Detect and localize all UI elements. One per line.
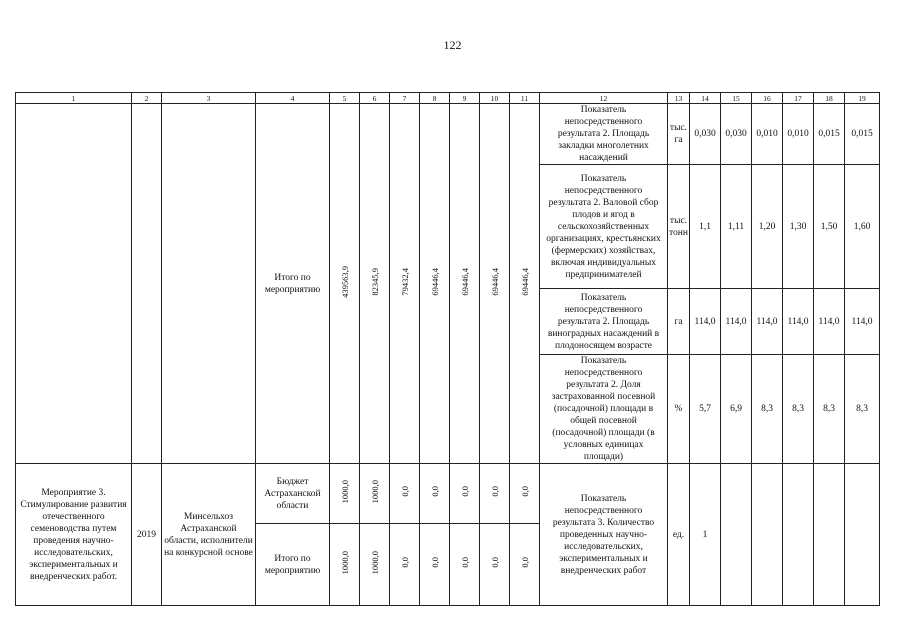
header-cell: 4 xyxy=(256,93,330,104)
header-cell: 10 xyxy=(480,93,510,104)
header-cell: 11 xyxy=(510,93,540,104)
value-cell: 1,1 xyxy=(690,165,721,289)
amount-cell: 0,0 xyxy=(390,524,420,606)
unit-cell: ед. xyxy=(668,464,690,606)
amount-cell: 1000,0 xyxy=(360,524,390,606)
table-row xyxy=(16,464,880,524)
header-cell: 1 xyxy=(16,93,132,104)
unit-cell: га xyxy=(668,289,690,355)
value-cell: 5,7 xyxy=(690,355,721,464)
source-cell: Итого по мероприятию xyxy=(256,104,330,464)
table-row xyxy=(16,104,880,165)
value-cell xyxy=(752,464,783,606)
amount-cell: 1000,0 xyxy=(360,464,390,524)
header-cell: 2 xyxy=(132,93,162,104)
event-cell xyxy=(16,104,132,464)
value-cell: 0,010 xyxy=(783,104,814,165)
header-cell: 16 xyxy=(752,93,783,104)
amount-cell: 0,0 xyxy=(480,464,510,524)
header-cell: 13 xyxy=(668,93,690,104)
header-row xyxy=(16,93,880,104)
executor-cell xyxy=(162,104,256,464)
amount-cell: 0,0 xyxy=(390,464,420,524)
header-cell: 14 xyxy=(690,93,721,104)
header-cell: 17 xyxy=(783,93,814,104)
program-table xyxy=(15,92,880,606)
source-cell: Бюджет Астраханской области xyxy=(256,464,330,524)
value-cell: 0,015 xyxy=(814,104,845,165)
header-cell: 19 xyxy=(845,93,880,104)
value-cell: 1 xyxy=(690,464,721,606)
amount-cell: 79432,4 xyxy=(390,104,420,464)
value-cell: 6,9 xyxy=(721,355,752,464)
amount-cell: 0,0 xyxy=(480,524,510,606)
amount-cell: 0,0 xyxy=(510,464,540,524)
value-cell: 114,0 xyxy=(814,289,845,355)
amount-cell: 69446,4 xyxy=(420,104,450,464)
value-cell: 1,30 xyxy=(783,165,814,289)
header-cell: 8 xyxy=(420,93,450,104)
value-cell: 0,030 xyxy=(721,104,752,165)
amount-cell: 82345,9 xyxy=(360,104,390,464)
header-cell: 18 xyxy=(814,93,845,104)
indicator-cell: Показатель непосредственного результата 2. Площадь закладки многолетних насаждений xyxy=(540,104,668,165)
value-cell: 1,11 xyxy=(721,165,752,289)
header-cell: 12 xyxy=(540,93,668,104)
amount-cell: 0,0 xyxy=(420,464,450,524)
value-cell: 114,0 xyxy=(721,289,752,355)
value-cell xyxy=(721,464,752,606)
amount-cell: 69446,4 xyxy=(510,104,540,464)
indicator-cell: Показатель непосредственного результата 2. Площадь виноградных насаждений в плодоносящем возрасте xyxy=(540,289,668,355)
value-cell: 8,3 xyxy=(845,355,880,464)
value-cell: 1,50 xyxy=(814,165,845,289)
amount-cell: 69446,4 xyxy=(450,104,480,464)
value-cell xyxy=(814,464,845,606)
header-cell: 3 xyxy=(162,93,256,104)
value-cell: 0,030 xyxy=(690,104,721,165)
amount-cell: 0,0 xyxy=(420,524,450,606)
page-number: 122 xyxy=(443,38,462,52)
value-cell: 114,0 xyxy=(783,289,814,355)
value-cell: 0,010 xyxy=(752,104,783,165)
amount-cell: 0,0 xyxy=(450,524,480,606)
amount-cell: 1000,0 xyxy=(330,524,360,606)
value-cell: 114,0 xyxy=(690,289,721,355)
value-cell: 0,015 xyxy=(845,104,880,165)
amount-cell: 69446,4 xyxy=(480,104,510,464)
header-cell: 7 xyxy=(390,93,420,104)
year-cell: 2019 xyxy=(132,464,162,606)
unit-cell: тыс. га xyxy=(668,104,690,165)
value-cell: 8,3 xyxy=(752,355,783,464)
amount-cell: 439563,9 xyxy=(330,104,360,464)
value-cell: 1,60 xyxy=(845,165,880,289)
source-cell: Итого по мероприятию xyxy=(256,524,330,606)
value-cell xyxy=(845,464,880,606)
header-cell: 9 xyxy=(450,93,480,104)
value-cell: 114,0 xyxy=(752,289,783,355)
year-cell xyxy=(132,104,162,464)
value-cell: 8,3 xyxy=(783,355,814,464)
value-cell: 1,20 xyxy=(752,165,783,289)
amount-cell: 0,0 xyxy=(510,524,540,606)
unit-cell: % xyxy=(668,355,690,464)
value-cell: 8,3 xyxy=(814,355,845,464)
header-cell: 15 xyxy=(721,93,752,104)
amount-cell: 0,0 xyxy=(450,464,480,524)
indicator-cell: Показатель непосредственного результата 2. Доля застрахованной посевной (посадочной) площади в общей посевной (посадочной) площади (в условных единицах площади) xyxy=(540,355,668,464)
value-cell xyxy=(783,464,814,606)
header-cell: 6 xyxy=(360,93,390,104)
executor-cell: Минсельхоз Астраханской области, исполнители на конкурсной основе xyxy=(162,464,256,606)
unit-cell: тыс. тонн xyxy=(668,165,690,289)
amount-cell: 1000,0 xyxy=(330,464,360,524)
indicator-cell: Показатель непосредственного результата 2. Валовой сбор плодов и ягод в сельскохозяйственных организациях, крестьянских (фермерских) хозяйствах, включая индивидуальных предпринимателей xyxy=(540,165,668,289)
value-cell: 114,0 xyxy=(845,289,880,355)
indicator-cell: Показатель непосредственного результата 3. Количество проведенных научно-исследовательских, экспериментальных и внедренческих работ xyxy=(540,464,668,606)
event-cell: Мероприятие 3. Стимулирование развития отечественного семеноводства путем проведения научно-исследовательских, экспериментальных и внедренческих работ. xyxy=(16,464,132,606)
header-cell: 5 xyxy=(330,93,360,104)
